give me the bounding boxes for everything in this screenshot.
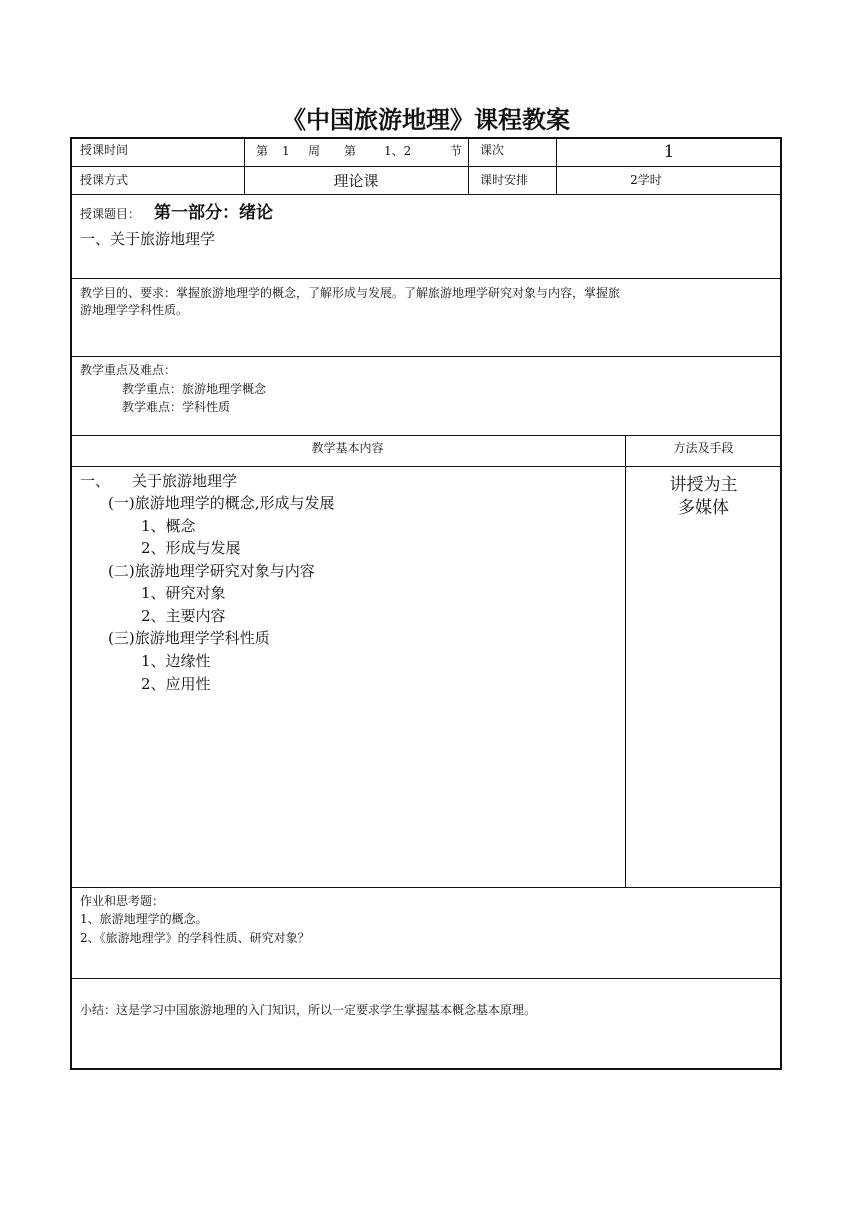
period-unit: 节 [450,144,463,158]
mode-value: 理论课 [333,172,379,190]
homework-question-1: 1、旅游地理学的概念。 [80,912,208,926]
period-value: 1、2 [384,144,412,158]
outline-item: (一)旅游地理学的概念,形成与发展 [108,494,335,512]
mode-label: 授课方式 [80,173,129,187]
summary-text: 小结：这是学习中国旅游地理的入门知识，所以一定要求学生掌握基本概念基本原理。 [80,1003,537,1017]
objectives-line-1: 教学目的、要求：掌握旅游地理学的概念，了解形成与发展。了解旅游地理学研究对象与内容，掌握旅 [80,286,621,300]
period-label: 第 [344,144,357,158]
row-divider [70,166,782,167]
week-unit: 周 [308,144,321,158]
hours-value: 2学时 [630,173,662,187]
row-divider [70,887,782,888]
method-column-header: 方法及手段 [673,441,734,455]
time-label: 授课时间 [80,143,129,157]
outline-item: 1、概念 [141,517,196,535]
outline-item: (三)旅游地理学学科性质 [108,629,270,647]
homework-label: 作业和思考题： [80,894,165,908]
week-value: 1 [282,144,290,158]
document-title: 《中国旅游地理》课程教案 [282,106,570,134]
outline-item: 1、边缘性 [141,652,211,670]
homework-question-2: 2、《旅游地理学》的学科性质、研究对象？ [80,931,310,945]
outline-item: 2、形成与发展 [141,539,241,557]
content-column-header: 教学基本内容 [311,441,384,455]
method-line-1: 讲授为主 [669,475,738,495]
topic-subtitle: 一、关于旅游地理学 [80,230,216,248]
outline-item: 2、主要内容 [141,607,226,625]
objectives-line-2: 游地理学学科性质。 [80,303,189,317]
lesson-number-value: 1 [663,142,675,162]
row-divider [70,194,782,195]
teaching-focus: 教学重点：旅游地理学概念 [122,382,267,396]
lesson-number-label: 课次 [480,143,505,157]
outline-item: 1、研究对象 [141,584,226,602]
week-label: 第 [256,144,269,158]
row-divider [70,356,782,357]
topic-title: 第一部分：绪论 [154,203,273,223]
outline-item: 2、应用性 [141,675,211,693]
row-divider [70,278,782,279]
row-divider [70,466,782,467]
row-divider [70,435,782,436]
hours-label: 课时安排 [480,173,529,187]
key-points-label: 教学重点及难点： [80,363,177,377]
outline-item: (二)旅游地理学研究对象与内容 [108,562,315,580]
outline-heading: 关于旅游地理学 [132,472,238,490]
row-divider [70,978,782,979]
outline-heading-number: 一、 [80,472,111,490]
topic-label: 授课题目： [80,207,141,221]
method-line-2: 多媒体 [678,498,729,518]
teaching-difficulty: 教学难点：学科性质 [122,400,231,414]
column-divider [468,137,469,194]
